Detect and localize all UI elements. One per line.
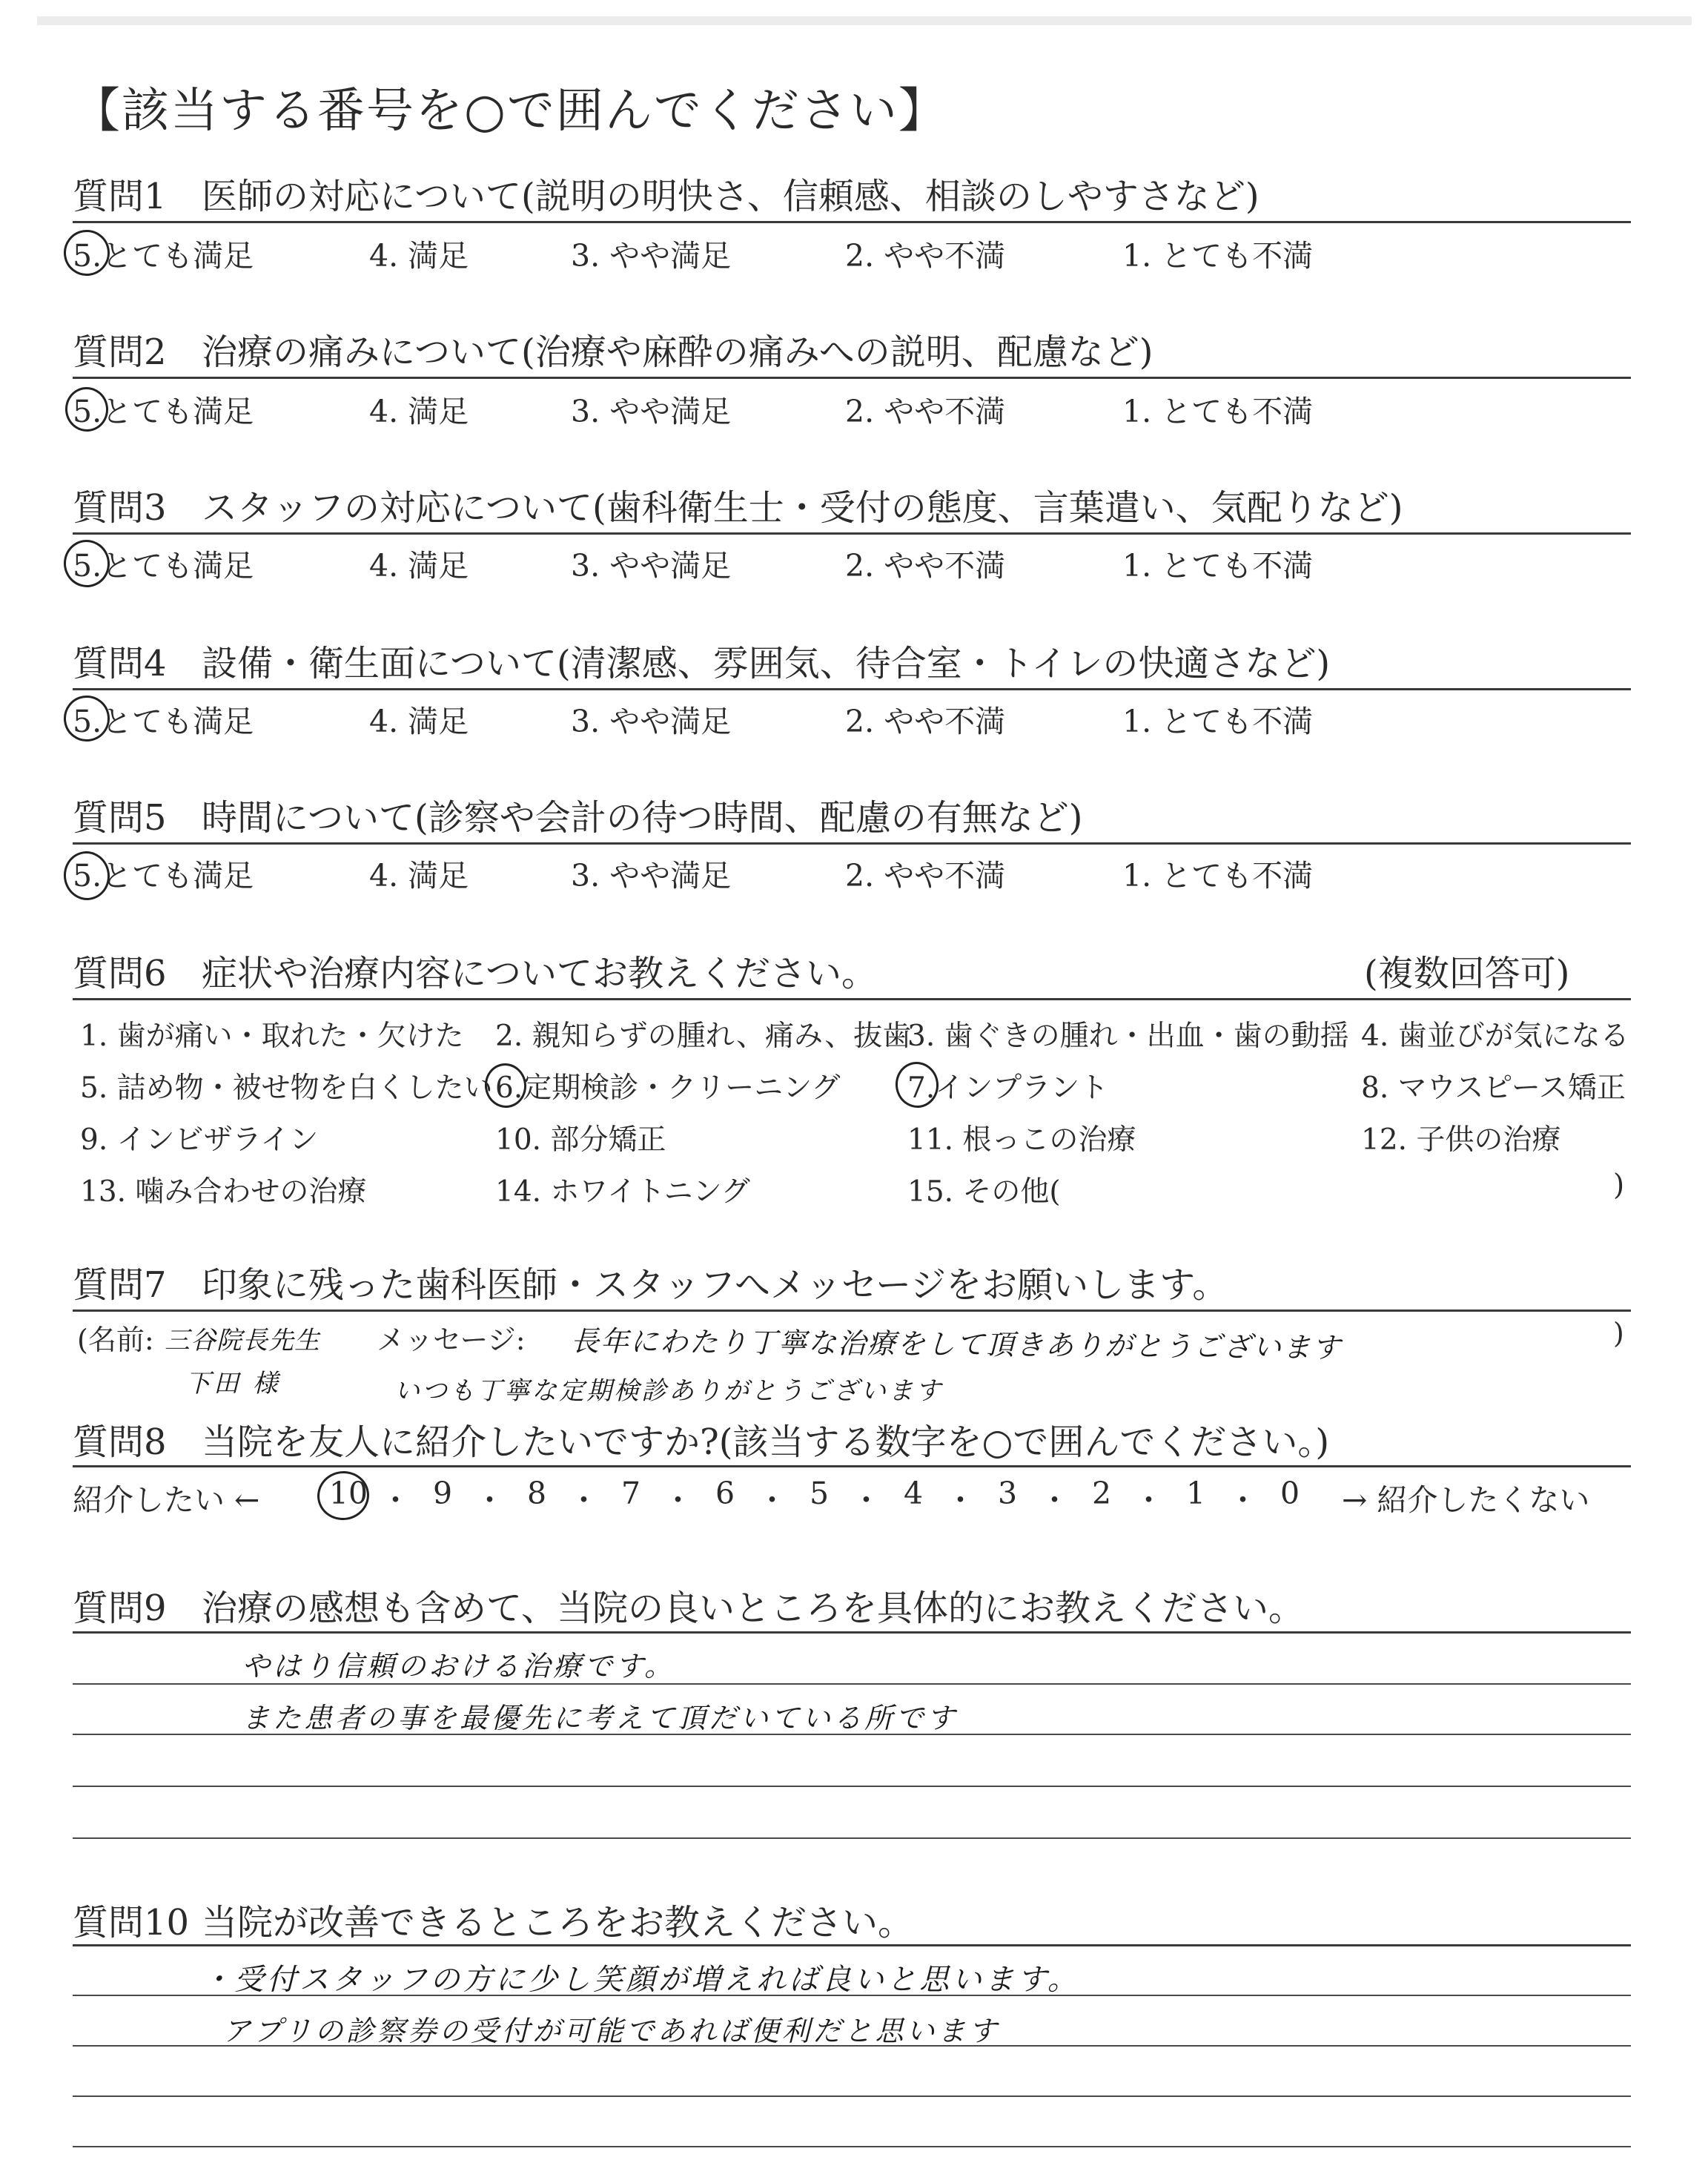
q2-text: 治療の痛みについて(治療や麻酔の痛みへの説明、配慮など) (202, 331, 1153, 373)
q2-number: 質問2 (73, 331, 167, 373)
q2-option-5[interactable]: 5.とても満足 (73, 394, 254, 429)
scale-value-6[interactable]: 6 (715, 1476, 735, 1511)
q4-option-3[interactable]: 3. やや満足 (571, 704, 732, 739)
scale-separator: ・ (945, 1482, 976, 1518)
q10-line-3 (73, 2095, 1631, 2097)
q7-heading (73, 1256, 1228, 1307)
symptom-option-9[interactable]: 9. インビザライン (80, 1123, 319, 1157)
q3-option-2[interactable]: 2. やや不満 (845, 548, 1006, 584)
scale-separator: ・ (569, 1482, 599, 1518)
recommend-right-label: → 紹介したくない (1342, 1482, 1590, 1518)
q9-number: 質問9 (73, 1588, 167, 1629)
q7-handwritten-name-2: 下田 様 (185, 1369, 281, 1398)
q6-note: (複数回答可) (1364, 953, 1570, 994)
q3-heading (73, 479, 1403, 530)
symptom-option-14[interactable]: 14. ホワイトニング (495, 1175, 750, 1209)
q7-handwritten-message-2: いつも丁寧な定期検診ありがとうございます (394, 1376, 943, 1406)
q6-text: 症状や治療内容についてお教えください。 (202, 953, 878, 994)
q5-text: 時間について(診察や会計の待つ時間、配慮の有無など) (202, 797, 1083, 839)
scale-value-3[interactable]: 3 (997, 1476, 1018, 1511)
q1-number: 質問1 (73, 176, 167, 217)
scale-separator: ・ (1039, 1482, 1070, 1518)
symptom-option-4[interactable]: 4. 歯並びが気になる (1361, 1020, 1629, 1053)
symptom-option-3[interactable]: 3. 歯ぐきの腫れ・出血・歯の動揺 (907, 1020, 1349, 1053)
q4-heading (73, 635, 1330, 686)
q2-rule (73, 377, 1631, 379)
q5-option-2[interactable]: 2. やや不満 (845, 858, 1006, 894)
q9-heading (73, 1579, 1304, 1631)
q2-option-1[interactable]: 1. とても不満 (1122, 394, 1314, 429)
q2-option-4[interactable]: 4. 満足 (369, 394, 469, 429)
q9-handwritten-1: やはり信頼のおける治療です。 (242, 1650, 675, 1682)
q7-close-paren: ) (1613, 1317, 1624, 1350)
symptom-option-11[interactable]: 11. 根っこの治療 (907, 1123, 1136, 1157)
scale-separator: ・ (1133, 1482, 1164, 1518)
q6-number: 質問6 (73, 953, 167, 994)
scan-top-band (37, 16, 1692, 25)
q9-line-4 (73, 1837, 1631, 1839)
q6-heading (73, 945, 877, 996)
scale-value-5[interactable]: 5 (809, 1476, 830, 1511)
q3-text: スタッフの対応について(歯科衛生士・受付の態度、言葉遣い、気配りなど) (202, 487, 1403, 529)
q1-heading (73, 168, 1260, 219)
q10-handwritten-2: アプリの診察券の受付が可能であれば便利だと思います (222, 2015, 1000, 2047)
symptom-option-10[interactable]: 10. 部分矯正 (495, 1123, 666, 1157)
symptom-option-5[interactable]: 5. 詰め物・被せ物を白くしたい (80, 1071, 493, 1105)
q5-option-3[interactable]: 3. やや満足 (571, 858, 732, 894)
q3-option-5[interactable]: 5.とても満足 (73, 548, 254, 584)
q3-number: 質問3 (73, 487, 167, 529)
scale-value-0[interactable]: 0 (1280, 1476, 1300, 1511)
q9-handwritten-2: また患者の事を最優先に考えて頂だいている所です (242, 1702, 959, 1734)
q3-rule (73, 532, 1631, 535)
q2-heading (73, 323, 1153, 374)
q4-number: 質問4 (73, 643, 167, 684)
q7-handwritten-message-1: 長年にわたり丁寧な治療をして頂きありがとうございます (570, 1324, 1343, 1364)
q8-rule (73, 1465, 1631, 1467)
q8-number: 質問8 (73, 1421, 167, 1463)
q4-option-2[interactable]: 2. やや不満 (845, 704, 1006, 739)
symptom-option-8[interactable]: 8. マウスピース矯正 (1361, 1071, 1626, 1105)
scale-separator: ・ (851, 1482, 881, 1518)
symptom-option-7[interactable]: 7.インプラント (907, 1071, 1109, 1105)
q4-rule (73, 688, 1631, 690)
q6-rule (73, 998, 1631, 1000)
scale-value-7[interactable]: 7 (620, 1476, 641, 1511)
q7-handwritten-name-1: 三谷院長先生 (165, 1326, 320, 1355)
q7-rule (73, 1309, 1631, 1312)
q10-number: 質問10 (73, 1902, 190, 1943)
q7-name-label: (名前: (77, 1324, 154, 1356)
scale-value-9[interactable]: 9 (432, 1476, 453, 1511)
scale-value-10[interactable]: 10 (328, 1476, 368, 1511)
scale-separator: ・ (474, 1482, 505, 1518)
symptom-other-close: ) (1613, 1169, 1625, 1202)
q10-handwritten-1: ・受付スタッフの方に少し笑顔が増えれば良いと思います。 (202, 1963, 1080, 1997)
q7-number: 質問7 (73, 1264, 167, 1306)
q1-rule (73, 221, 1631, 223)
scale-separator: ・ (663, 1482, 693, 1518)
q5-option-1[interactable]: 1. とても不満 (1122, 858, 1314, 894)
q5-option-5[interactable]: 5.とても満足 (73, 858, 254, 894)
q9-rule (73, 1631, 1631, 1634)
q4-text: 設備・衛生面について(清潔感、雰囲気、待合室・トイレの快適さなど) (202, 643, 1331, 684)
q10-heading (73, 1894, 913, 1945)
q5-heading (73, 789, 1083, 840)
q7-message-label: メッセージ: (377, 1324, 526, 1356)
q3-option-4[interactable]: 4. 満足 (369, 548, 469, 584)
q2-option-3[interactable]: 3. やや満足 (571, 394, 732, 429)
scale-value-1[interactable]: 1 (1185, 1476, 1206, 1511)
scale-value-4[interactable]: 4 (903, 1476, 924, 1511)
q1-option-4[interactable]: 4. 満足 (369, 238, 469, 274)
scale-separator: ・ (380, 1482, 411, 1518)
q4-option-1[interactable]: 1. とても不満 (1122, 704, 1314, 739)
q5-rule (73, 842, 1631, 845)
q9-text: 治療の感想も含めて、当院の良いところを具体的にお教えください。 (202, 1588, 1305, 1629)
q3-option-1[interactable]: 1. とても不満 (1122, 548, 1314, 584)
q7-text: 印象に残った歯科医師・スタッフへメッセージをお願いします。 (202, 1264, 1228, 1306)
q9-line-3 (73, 1786, 1631, 1787)
q5-number: 質問5 (73, 797, 167, 839)
symptom-option-6[interactable]: 6.定期検診・クリーニング (495, 1071, 841, 1105)
q8-heading (73, 1413, 1329, 1464)
symptom-option-2[interactable]: 2. 親知らずの腫れ、痛み、抜歯 (495, 1020, 912, 1053)
q8-text: 当院を友人に紹介したいですか?(該当する数字を○で囲んでください。) (202, 1421, 1330, 1463)
q1-text: 医師の対応について(説明の明快さ、信頼感、相談のしやすさなど) (202, 176, 1260, 217)
scale-separator: ・ (757, 1482, 787, 1518)
q1-option-5[interactable]: 5.とても満足 (73, 238, 254, 274)
q3-option-3[interactable]: 3. やや満足 (571, 548, 732, 584)
q10-rule (73, 1944, 1631, 1946)
scale-separator: ・ (1228, 1482, 1258, 1518)
symptom-option-15[interactable]: 15. その他( (907, 1175, 1061, 1209)
symptom-option-1[interactable]: 1. 歯が痛い・取れた・欠けた (80, 1020, 464, 1053)
q2-option-2[interactable]: 2. やや不満 (845, 394, 1006, 429)
q10-text: 当院が改善できるところをお教えください。 (202, 1902, 914, 1943)
symptom-option-13[interactable]: 13. 噛み合わせの治療 (80, 1175, 367, 1209)
q4-option-5[interactable]: 5.とても満足 (73, 704, 254, 739)
scale-value-8[interactable]: 8 (526, 1476, 547, 1511)
scale-value-2[interactable]: 2 (1091, 1476, 1112, 1511)
q1-option-3[interactable]: 3. やや満足 (571, 238, 732, 274)
q10-line-4 (73, 2146, 1631, 2147)
q1-option-2[interactable]: 2. やや不満 (845, 238, 1006, 274)
q1-option-1[interactable]: 1. とても不満 (1122, 238, 1314, 274)
symptom-option-12[interactable]: 12. 子供の治療 (1361, 1123, 1561, 1157)
q4-option-4[interactable]: 4. 満足 (369, 704, 469, 739)
q5-option-4[interactable]: 4. 満足 (369, 858, 469, 894)
recommend-left-label: 紹介したい ← (73, 1482, 260, 1518)
page-title: 【該当する番号を○で囲んでください】 (73, 84, 947, 139)
